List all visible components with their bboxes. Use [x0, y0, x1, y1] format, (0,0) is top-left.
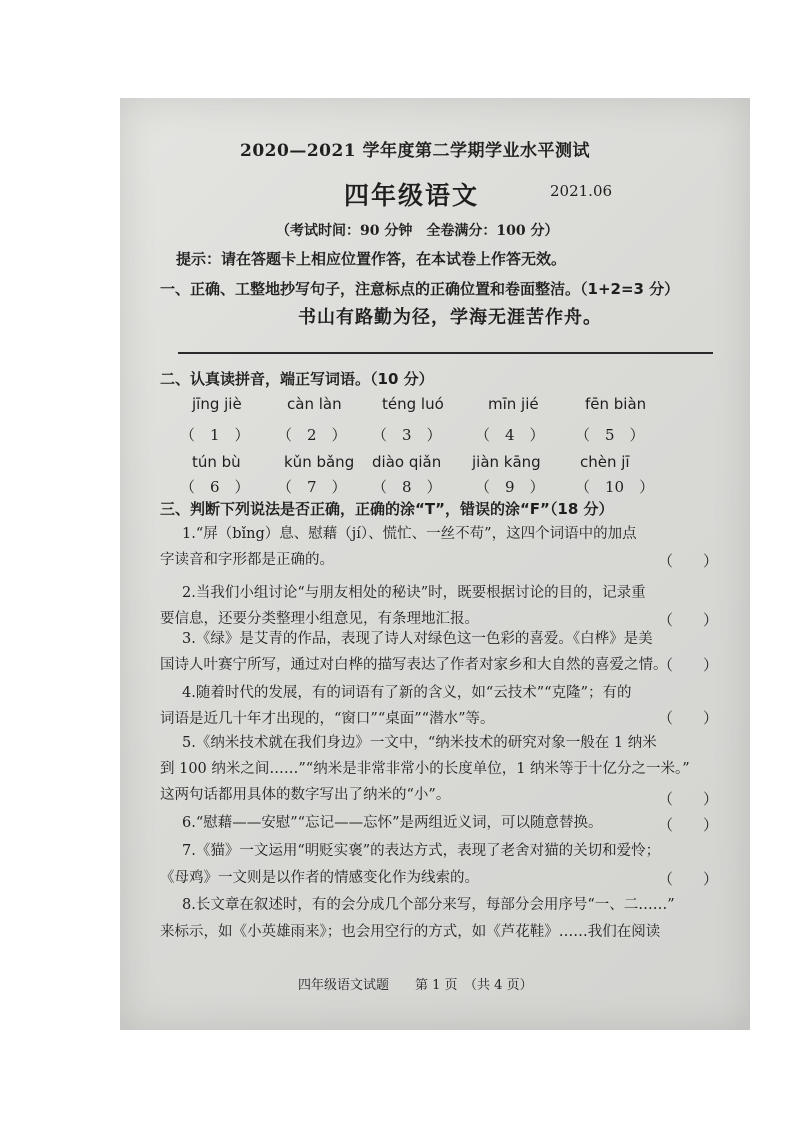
exam-paper-photo — [120, 98, 750, 1030]
q3-line1: 3.《绿》是艾青的作品，表现了诗人对绿色这一色彩的喜爱。《白桦》是美 — [182, 631, 653, 647]
q2-line2: 要信息，还要分类整理小组意见，有条理地汇报。 — [160, 611, 479, 627]
section1-heading: 一、正确、工整地抄写句子，注意标点的正确位置和卷面整洁。（1+2=3 分） — [160, 280, 680, 298]
pinyin-8: diào qiǎn — [372, 453, 442, 471]
blank-2[interactable]: （ 2 ） — [277, 426, 347, 444]
pinyin-2: càn làn — [287, 395, 342, 413]
blank-4[interactable]: （ 4 ） — [475, 426, 545, 444]
exam-info: （考试时间：90 分钟 全卷满分：100 分） — [276, 223, 559, 239]
q4-line2: 词语是近几十年才出现的，“窗口”“桌面”“潜水”等。 — [160, 711, 495, 727]
pinyin-3: téng luó — [382, 395, 444, 413]
q2-line1: 2.当我们小组讨论“与朋友相处的秘诀”时，既要根据讨论的目的，记录重 — [182, 585, 646, 601]
blank-9[interactable]: （ 9 ） — [475, 478, 545, 496]
blank-6[interactable]: （ 6 ） — [180, 478, 250, 496]
q8-line1: 8.长文章在叙述时，有的会分成几个部分来写，每部分会用序号“一、二……” — [182, 897, 675, 913]
blank-5[interactable]: （ 5 ） — [575, 426, 645, 444]
q1-answer[interactable]: （ ） — [658, 552, 719, 570]
q3-line2: 国诗人叶赛宁所写，通过对白桦的描写表达了作者对家乡和大自然的喜爱之情。 — [160, 657, 668, 673]
q7-line1: 7.《猫》一文运用“明贬实褒”的表达方式，表现了老舍对猫的关切和爱怜； — [182, 843, 661, 859]
q5-line3: 这两句话都用具体的数字写出了纳米的“小”。 — [160, 787, 451, 803]
exam-date: 2021.06 — [550, 182, 613, 200]
blank-8[interactable]: （ 8 ） — [372, 478, 442, 496]
pinyin-4: mīn jié — [488, 395, 539, 413]
answer-hint: 提示：请在答题卡上相应位置作答，在本试卷上作答无效。 — [176, 250, 567, 268]
blank-1[interactable]: （ 1 ） — [180, 426, 250, 444]
q2-answer[interactable]: （ ） — [658, 611, 719, 629]
blank-7[interactable]: （ 7 ） — [277, 478, 347, 496]
q1-line2: 字读音和字形都是正确的。 — [160, 552, 334, 568]
pinyin-9: jiàn kāng — [472, 453, 541, 471]
pinyin-1: jīng jiè — [192, 395, 242, 413]
blank-10[interactable]: （ 10 ） — [575, 478, 655, 496]
subject-title: 四年级语文 — [344, 181, 480, 210]
section1-motto: 书山有路勤为径，学海无涯苦作舟。 — [298, 307, 602, 328]
exam-title: 2020—2021 学年度第二学期学业水平测试 — [240, 141, 591, 161]
q5-line2: 到 100 纳米之间……”“纳米是非常非常小的长度单位，1 纳米等于十亿分之一米。” — [160, 761, 690, 777]
q6-answer[interactable]: （ ） — [658, 816, 719, 834]
q5-answer[interactable]: （ ） — [658, 790, 719, 808]
q7-answer[interactable]: （ ） — [658, 870, 719, 888]
pinyin-10: chèn jī — [580, 453, 630, 471]
q7-line2: 《母鸡》一文则是以作者的情感变化作为线索的。 — [160, 870, 479, 886]
q4-line1: 4.随着时代的发展，有的词语有了新的含义，如“云技术”“克隆”；有的 — [182, 685, 632, 701]
q3-answer[interactable]: （ ） — [658, 656, 719, 674]
q4-answer[interactable]: （ ） — [658, 709, 719, 727]
pinyin-7: kǔn bǎng — [284, 453, 355, 471]
copy-writing-line — [178, 352, 713, 354]
section2-heading: 二、认真读拼音，端正写词语。（10 分） — [160, 370, 434, 388]
pinyin-6: tún bù — [192, 453, 241, 471]
section3-heading: 三、判断下列说法是否正确，正确的涂“T”，错误的涂“F”（18 分） — [160, 500, 614, 518]
pinyin-5: fēn biàn — [585, 395, 647, 413]
q6-line1: 6.“慰藉——安慰”“忘记——忘怀”是两组近义词，可以随意替换。 — [182, 815, 603, 831]
page-footer: 四年级语文试题 第 1 页 （共 4 页） — [298, 978, 533, 993]
blank-3[interactable]: （ 3 ） — [372, 426, 442, 444]
q8-line2: 来标示，如《小英雄雨来》；也会用空行的方式，如《芦花鞋》……我们在阅读 — [160, 924, 661, 940]
q1-line1: 1.“屏（bǐng）息、慰藉（jí）、慌忙、一丝不苟”，这四个词语中的加点 — [182, 526, 637, 542]
q5-line1: 5.《纳米技术就在我们身边》一文中，“纳米技术的研究对象一般在 1 纳米 — [182, 735, 657, 751]
